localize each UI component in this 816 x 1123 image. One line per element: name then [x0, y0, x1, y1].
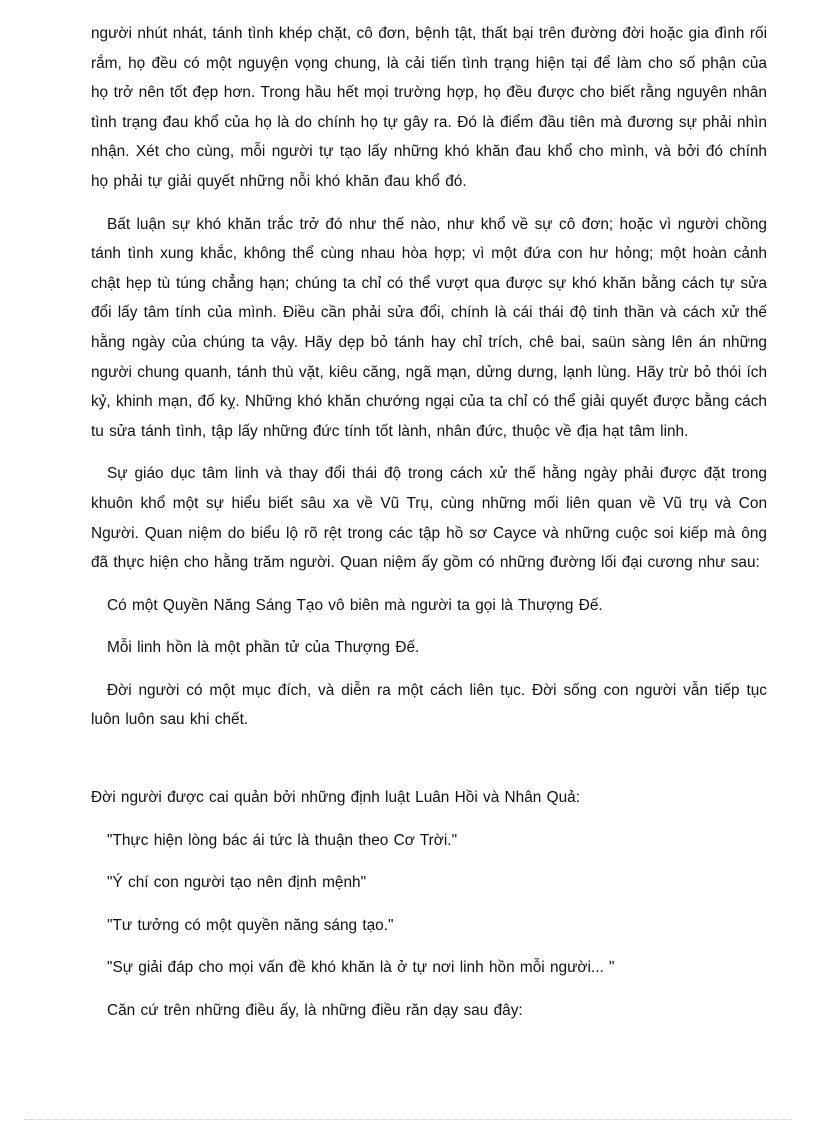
document-body — [91, 19, 767, 1039]
paragraph-2: Bất luận sự khó khăn trắc trở đó như thế nào, như khổ về sự cô đơn; hoặc vì người chồng tánh tình xung khắc, không thể cùng nhau hòa hợp; vì một đứa con hư hỏng; một hoàn cảnh chật hẹp tù túng chẳng hạn; chúng ta chỉ có thể vượt qua được sự khó khăn bằng cách tự sửa đổi lấy tâm tính của mình. Điều cần phải sửa đổi, chính là cái thái độ tinh thần và cách xử thế hằng ngày của chúng ta vậy. Hãy dẹp bỏ tánh hay chỉ trích, chê bai, saün sàng lên án những người chung quanh, tánh thù vặt, kiêu căng, ngã mạn, dửng dưng, lạnh lùng. Hãy trừ bỏ thói ích kỷ, khinh mạn, đố kỵ. Những khó khăn chướng ngại của ta chỉ có thể giải quyết được bằng cách tu sửa tánh tình, tập lấy những đức tính tốt lành, nhân đức, thuộc về địa hạt tâm linh. — [91, 215, 767, 440]
karma-intro-line: Đời người được cai quản bởi những định luật Luân Hồi và Nhân Quả: — [91, 789, 580, 807]
principle-soul: Mỗi linh hồn là một phần tử của Thượng Đế. — [107, 639, 420, 657]
quote-soul-answer: "Sự giải đáp cho mọi vấn đề khó khăn là ở tự nơi linh hồn mỗi người... " — [107, 959, 615, 977]
principle-life-purpose: Đời người có một mục đích, và diễn ra một cách liên tục. Đời sống con người vẫn tiếp tục luôn luôn sau khi chết. — [91, 681, 767, 729]
quote-thought: "Tư tưởng có một quyền năng sáng tạo." — [107, 916, 394, 934]
paragraph-3: Sự giáo dục tâm linh và thay đổi thái độ trong cách xử thế hằng ngày phải được đặt trong khuôn khổ một sự hiểu biết sâu xa về Vũ Trụ, cùng những mối liên quan về Vũ trụ và Con Người. Quan niệm do biểu lộ rõ rệt trong các tập hồ sơ Cayce và những cuộc soi kiếp mà ông đã thực hiện cho hằng trăm người. Quan niệm ấy gồm có những đường lối đại cương như sau: — [91, 465, 767, 572]
principle-creative-power: Có một Quyền Năng Sáng Tạo vô biên mà người ta gọi là Thượng Đế. — [107, 596, 603, 614]
quote-will: "Ý chí con người tạo nên định mệnh" — [107, 874, 367, 892]
page-bottom-divider — [24, 1119, 792, 1120]
closing-line: Căn cứ trên những điều ấy, là những điều răn dạy sau đây: — [107, 1002, 523, 1020]
paragraph-1: người nhút nhát, tánh tình khép chặt, cô đơn, bệnh tật, thất bại trên đường đời hoặc gia đình rối rắm, họ đều có một nguyện vọng chung, là cải tiến tình trạng hiện tại để làm cho số phận của họ trở nên tốt đẹp hơn. Trong hầu hết mọi trường hợp, họ đều được cho biết rằng nguyên nhân tình trạng đau khổ của họ là do chính họ tự gây ra. Đó là điểm đầu tiên mà đương sự phải nhìn nhận. Xét cho cùng, mỗi người tự tạo lấy những khó khăn đau khổ cho mình, và bởi đó chính họ phải tự giải quyết những nỗi khó khăn đau khổ đó. — [91, 25, 767, 190]
quote-charity: "Thực hiện lòng bác ái tức là thuận theo Cơ Trời." — [107, 831, 458, 849]
